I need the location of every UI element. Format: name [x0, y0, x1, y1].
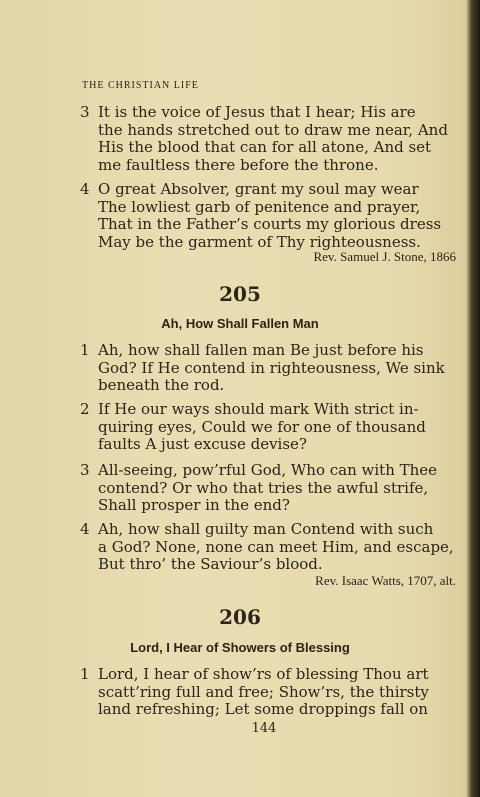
stanza-line: faults A just excuse devise?: [98, 435, 307, 453]
stanza-line: All-seeing, pow’rful God, Who can with Thee: [98, 461, 438, 479]
stanza-number: 1: [80, 341, 90, 359]
stanza-line: the hands stretched out to draw me near, And: [98, 120, 448, 139]
stanza-number: 3: [80, 461, 90, 479]
stanza-1: [80, 342, 458, 395]
stanza-4: [80, 181, 458, 251]
stanza-line: The lowliest garb of penitence and prayer,: [98, 197, 421, 216]
hymn-author: Rev. Samuel J. Stone, 1866: [313, 249, 456, 264]
hymn-title: Lord, I Hear of Showers of Blessing: [130, 640, 350, 655]
hymn-author: Rev. Isaac Watts, 1707, alt.: [315, 573, 456, 588]
stanza-line: a God? None, none can meet Him, and escape,: [98, 537, 454, 556]
stanza-line: That in the Father’s courts my glorious dress: [98, 215, 442, 233]
stanza-line: His the blood that can for all atone, And set: [98, 138, 432, 156]
stanza-line: contend? Or who that tries the awful strife,: [98, 478, 429, 497]
stanza-line: If He our ways should mark With strict in-: [98, 400, 419, 418]
hymn-title: Ah, How Shall Fallen Man: [161, 316, 319, 331]
stanza-line: Ah, how shall guilty man Contend with such: [98, 520, 434, 538]
stanza-number: 4: [80, 180, 90, 198]
stanza-4: [80, 521, 458, 574]
stanza-number: 3: [80, 103, 90, 121]
stanza-line: It is the voice of Jesus that I hear; His are: [98, 103, 416, 121]
stanza-line: God? If He contend in righteousness, We sink: [98, 358, 445, 377]
stanza-number: 2: [80, 400, 90, 418]
book-spine-shadow: [466, 0, 480, 797]
stanza-3: [80, 462, 458, 515]
stanza-line: quiring eyes, Could we for one of thousand: [98, 417, 426, 436]
stanza-line: beneath the rod.: [98, 376, 225, 394]
stanza-line: scatt’ring full and free; Show’rs, the thirsty: [98, 682, 429, 701]
hymn-number: 205: [219, 282, 261, 306]
stanza-number: 1: [80, 665, 90, 683]
running-head: THE CHRISTIAN LIFE: [82, 80, 199, 91]
stanza-line: But thro’ the Saviour’s blood.: [98, 555, 323, 573]
stanza-line: Shall prosper in the end?: [98, 496, 290, 514]
stanza-2: [80, 401, 458, 454]
stanza-line: O great Absolver, grant my soul may wear: [98, 180, 419, 198]
stanza-line: me faultless there before the throne.: [98, 155, 379, 174]
stanza-line: Ah, how shall fallen man Be just before his: [98, 341, 424, 359]
hymn-number: 206: [219, 605, 261, 629]
stanza-3: [80, 104, 458, 174]
stanza-1: [80, 666, 458, 719]
stanza-line: Lord, I hear of show’rs of blessing Thou art: [98, 665, 429, 683]
stanza-line: May be the garment of Thy righteousness.: [98, 232, 421, 251]
page-number: 144: [251, 721, 277, 736]
stanza-number: 4: [80, 520, 90, 538]
stanza-line: land refreshing; Let some droppings fall on: [98, 700, 428, 718]
